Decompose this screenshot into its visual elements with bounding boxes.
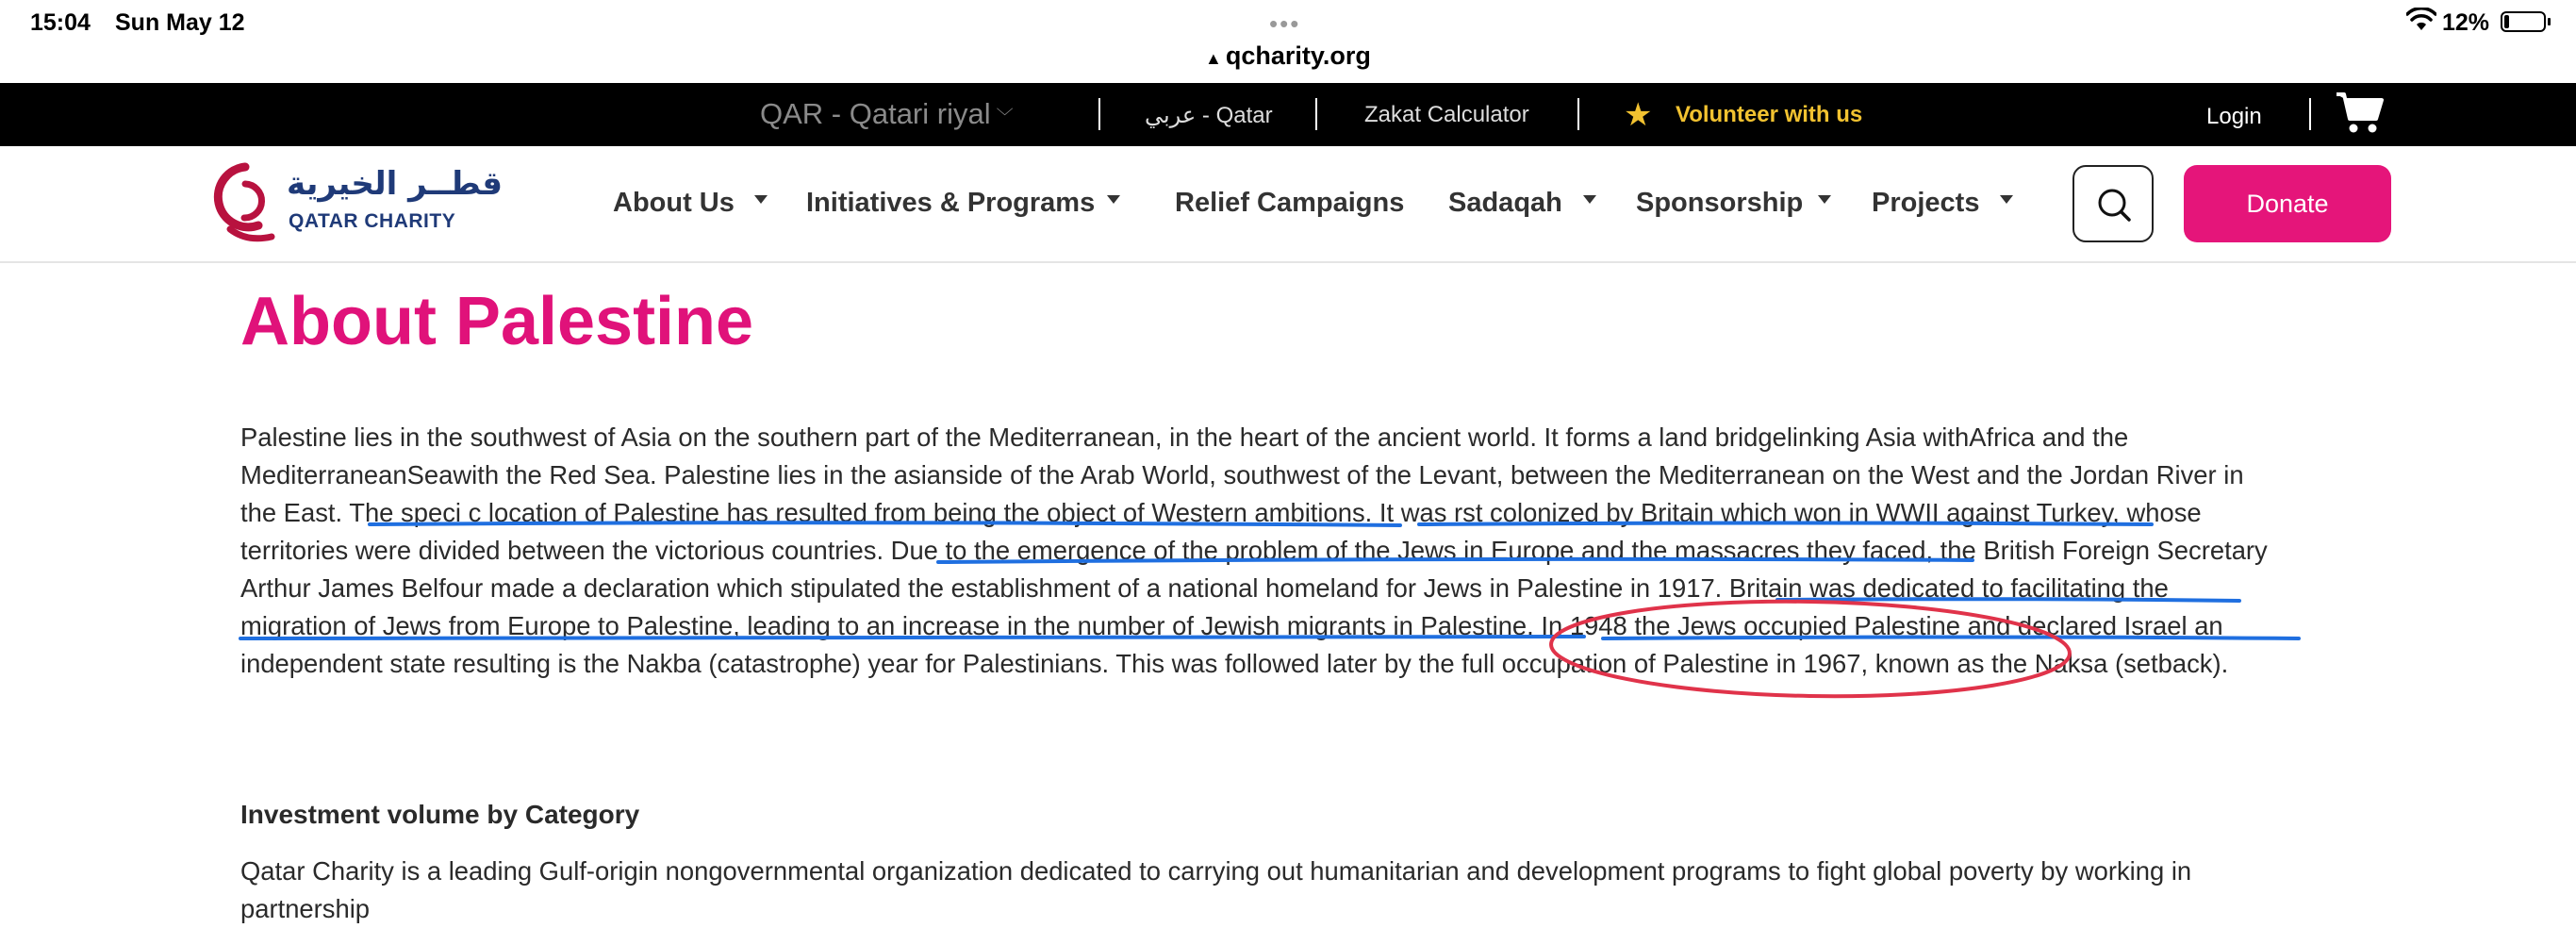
battery-level [2504, 15, 2509, 28]
nav-relief-campaigns[interactable]: Relief Campaigns [1175, 188, 1405, 218]
about-paragraph [240, 419, 2353, 683]
divider [1577, 98, 1579, 130]
donate-button[interactable]: Donate [2184, 165, 2391, 242]
chevron-down-icon: ﹀ [996, 107, 1014, 126]
paragraph-line: the East. The speci c location of Palestine has resulted from being the object of Western ambitions. It was rst colonized by Britain which won in WWII against Turkey, whose [240, 498, 2202, 527]
nav-projects[interactable]: Projects [1872, 188, 1980, 218]
divider [1098, 98, 1100, 130]
address-bar[interactable] [1205, 41, 1371, 71]
paragraph-line: territories were divided between the victorious countries. Due to the emergence of the problem of the Jews in Europe and the massacres they faced, the British Foreign Secretary [240, 536, 2268, 565]
paragraph-line: Qatar Charity is a leading Gulf-origin nongovernmental organization dedicated to carrying out humanitarian and development programs to fight global poverty by working in [240, 856, 2192, 886]
login-link[interactable]: Login [2206, 104, 2262, 129]
search-button[interactable] [2072, 165, 2154, 242]
paragraph-line: Arthur James Belfour made a declaration which stipulated the establishment of a national homeland for Jews in Palestine in 1917. Britain was dedicated to facilitating the [240, 573, 2169, 603]
paragraph-line: MediterraneanSeawith the Red Sea. Palestine lies in the asianside of the Arab World, southwest of the Levant, between the Mediterranean on the West and the Jordan River in [240, 460, 2244, 489]
section-heading: Investment volume by Category [240, 800, 640, 829]
currency-label: QAR - Qatari riyal [760, 97, 991, 130]
paragraph-line: Palestine lies in the southwest of Asia on the southern part of the Mediterranean, in the heart of the ancient world. It forms a land bridgelinking Asia withAfrica and the [240, 423, 2129, 452]
divider [2309, 98, 2311, 130]
section-paragraph [240, 853, 2353, 928]
battery-icon [2501, 11, 2546, 32]
caret-down-icon[interactable] [1583, 195, 1596, 204]
wifi-icon [2406, 8, 2436, 37]
caret-down-icon[interactable] [2000, 195, 2013, 204]
nav-sadaqah[interactable]: Sadaqah [1448, 188, 1562, 218]
paragraph-line: independent state resulting is the Nakba (catastrophe) year for Palestinians. This was followed later by the full occupation of Palestine in 1967, known as the Naksa (setback). [240, 649, 2229, 678]
status-bar [0, 0, 2576, 83]
qatar-charity-logo[interactable] [209, 161, 281, 251]
page-title: About Palestine [240, 284, 754, 359]
language-switch[interactable]: عربي - Qatar [1145, 103, 1273, 128]
caret-down-icon[interactable] [1107, 195, 1120, 204]
main-navigation [0, 146, 2576, 263]
caret-down-icon[interactable] [1818, 195, 1831, 204]
ellipsis-icon[interactable]: ••• [1269, 9, 1301, 38]
lock-icon: ▲ [1205, 49, 1222, 68]
logo-arabic-text: قطــر الخيرية [287, 165, 503, 203]
paragraph-line: partnership [240, 894, 371, 923]
divider [1315, 98, 1317, 130]
battery-percent: 12% [2442, 9, 2490, 36]
zakat-calculator-link[interactable]: Zakat Calculator [1364, 102, 1529, 127]
cart-icon[interactable] [2335, 91, 2384, 141]
utility-bar [0, 83, 2576, 146]
paragraph-line: migration of Jews from Europe to Palestine, leading to an increase in the number of Jewish migrants in Palestine. In 1948 the Jews occupied Palestine and declared Israel an [240, 611, 2223, 640]
nav-sponsorship[interactable]: Sponsorship [1636, 188, 1804, 218]
currency-selector[interactable] [760, 97, 1014, 131]
logo-english-text: QATAR CHARITY [289, 210, 456, 232]
star-icon: ★ [1624, 97, 1653, 133]
nav-initiatives-programs[interactable]: Initiatives & Programs [806, 188, 1096, 218]
status-time: 15:04 [30, 9, 91, 36]
caret-down-icon[interactable] [754, 195, 768, 204]
search-icon [2074, 167, 2155, 244]
url-text: qcharity.org [1225, 41, 1371, 70]
status-date: Sun May 12 [115, 9, 245, 36]
volunteer-link[interactable]: Volunteer with us [1676, 102, 1863, 127]
nav-about-us[interactable]: About Us [613, 188, 735, 218]
